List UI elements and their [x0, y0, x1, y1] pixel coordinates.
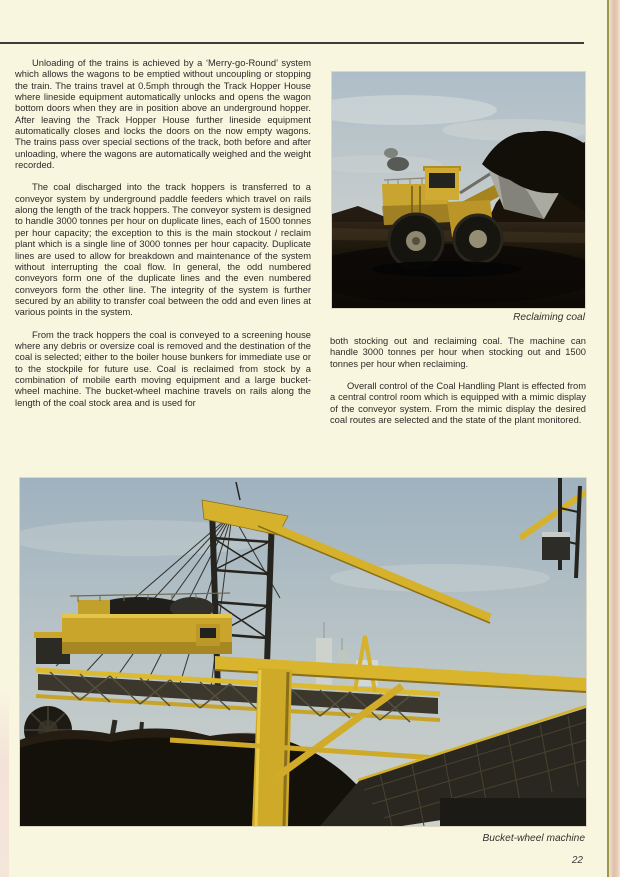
caption-bucket-wheel-machine: Bucket-wheel machine	[482, 833, 585, 844]
top-horizontal-rule	[0, 42, 584, 44]
scan-edge-artifact-right	[607, 0, 620, 877]
left-text-column	[15, 58, 311, 420]
body-paragraph: The coal discharged into the track hoppers is transferred to a conveyor system by underground paddle feeders which travel on rails along the length of the track hoppers. The conveyor system is designed to handle 3000 tonnes per hour on duplicate lines, each of 1500 tonnes per hour capacity; the exception to this is the main stockout / reclaim plant which is a single line of 3000 tonnes per hour capacity. Duplicate lines are used to allow for breakdown and maintenance of the system without interrupting the coal flow. In general, the odd numbered conveyors form one of the duplicate lines and the even numbered conveyors form the other line. The integrity of the system is further secured by an ability to transfer coal between the odd and even lines at various points in the system.	[15, 182, 311, 318]
caption-reclaiming-coal: Reclaiming coal	[513, 312, 585, 323]
bucket-wheel-machine-image	[20, 478, 586, 826]
page-number: 22	[571, 855, 583, 866]
right-text-column	[330, 336, 586, 437]
photo-reclaiming-coal	[332, 72, 585, 308]
reclaiming-coal-image	[332, 72, 585, 308]
body-paragraph: Overall control of the Coal Handling Plant is effected from a central control room which is equipped with a mimic display of the conveyor system. From the mimic display the desired coal routes are selected and the state of the plant monitored.	[330, 381, 586, 426]
scan-edge-artifact-left	[0, 687, 9, 877]
body-paragraph: From the track hoppers the coal is conveyed to a screening house where any debris or oversize coal is removed and the destination of the coal is selected; either to the boiler house bunkers for immediate use or to the stockpile for future use. Coal is reclaimed from stock by a combination of mobile earth moving equipment and a large bucket-wheel machine. The bucket-wheel machine travels on rails along the length of the coal stock area and is used for	[15, 329, 311, 408]
photo-bucket-wheel-machine	[20, 478, 586, 826]
body-paragraph: both stocking out and reclaiming coal. The machine can handle 3000 tonnes per hour when stocking out and 1500 tonnes per hour when reclaiming.	[330, 336, 586, 369]
body-paragraph: Unloading of the trains is achieved by a ‘Merry-go-Round’ system which allows the wagons to be emptied without uncoupling or stopping the train. The trains travel at 0.5mph through the Track Hopper House where lineside equipment automatically unlocks and opens the wagon bottom doors when they are in position above an underground hopper. After leaving the Track Hopper House further lineside equipment automatically closes and locks the doors on the now empty wagons. The trains pass over special sections of the track, both before and after unloading, where the wagons are automatically weighed and the weight recorded.	[15, 58, 311, 171]
